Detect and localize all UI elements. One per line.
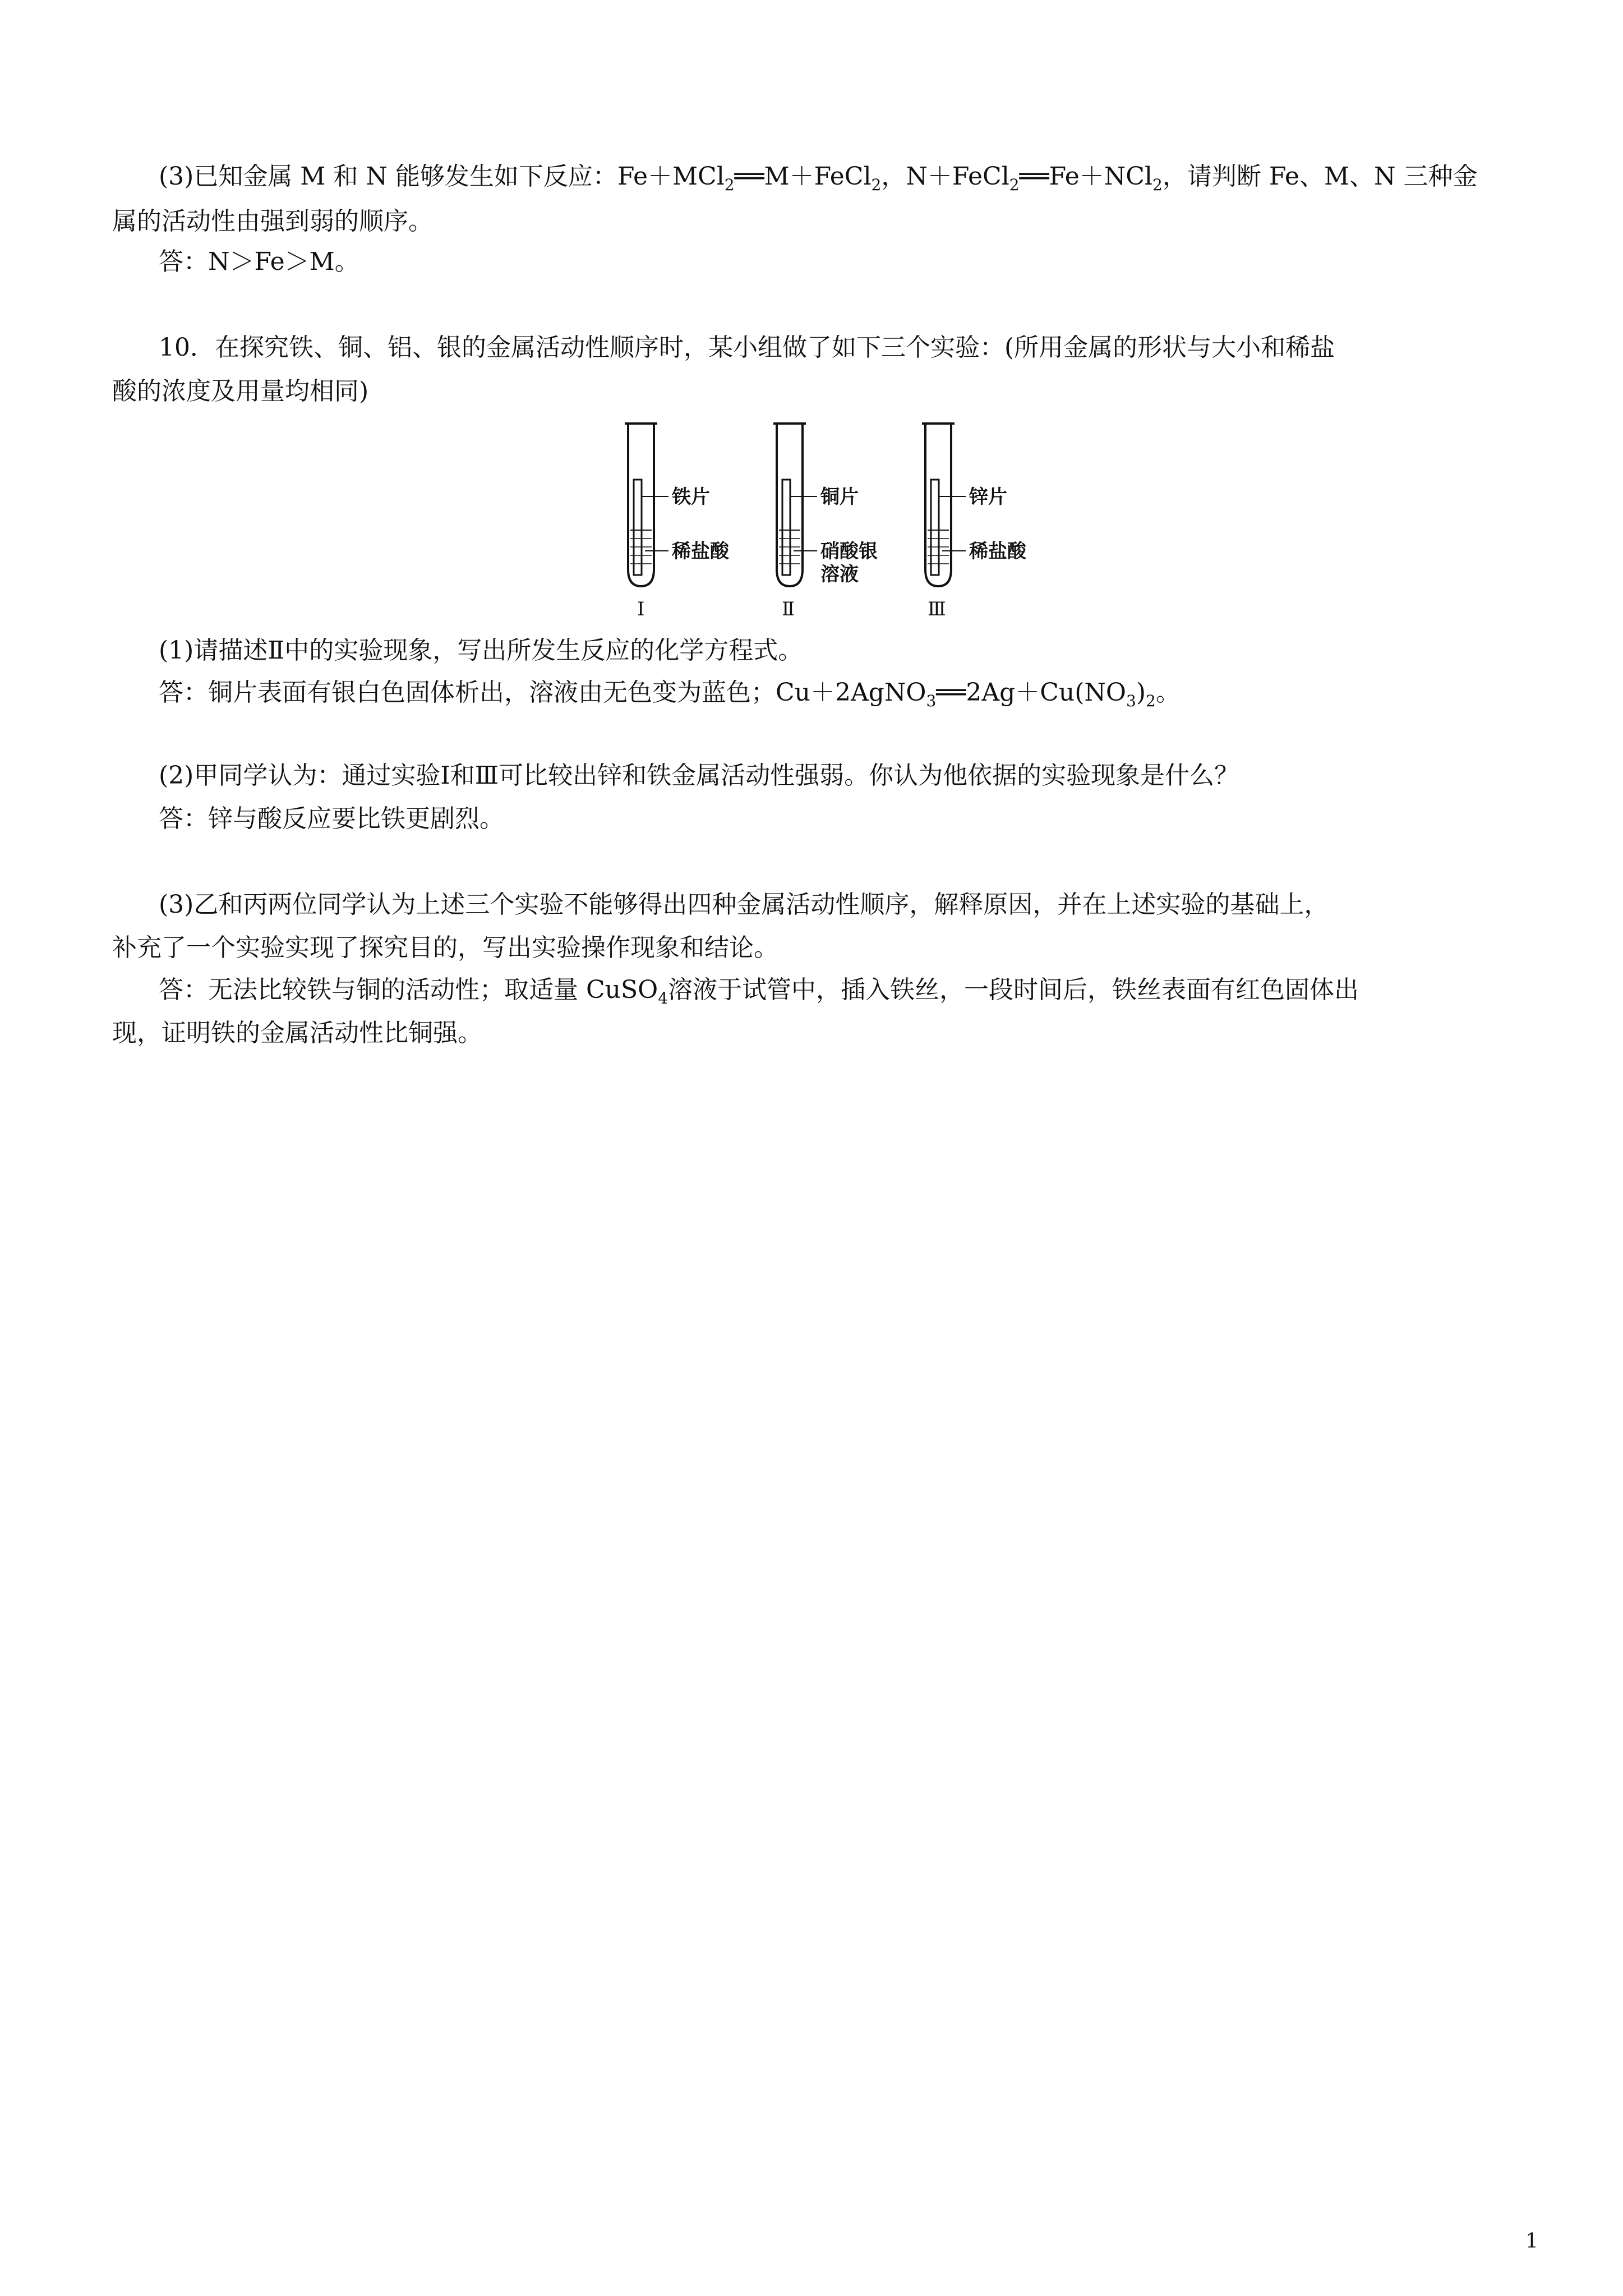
q10-2-question: (2)甲同学认为：通过实验Ⅰ和Ⅲ可比较出锌和铁金属活动性强弱。你认为他依据的实验现象是什么？ (159, 761, 1239, 790)
q10-1-answer (159, 676, 1181, 710)
test-tube-1 (625, 424, 730, 620)
zinc-strip (931, 480, 939, 575)
q10-3-question-line2: 补充了一个实验实现了探究目的，写出实验操作现象和结论。 (112, 933, 778, 962)
test-tube-figure (606, 418, 1066, 620)
q10-1-answer-text: 答：铜片表面有银白色固体析出，溶液由无色变为蓝色；Cu＋2AgNO (159, 678, 926, 707)
q10-1-question: (1)请描述Ⅱ中的实验现象，写出所发生反应的化学方程式。 (159, 636, 803, 665)
q10-3-sub: 4 (658, 989, 668, 1007)
page-number: 1 (1525, 2230, 1538, 2253)
q9-3-line2: 属的活动性由强到弱的顺序。 (112, 207, 433, 236)
q10-1-sub2: 3 (1126, 692, 1136, 710)
eq2-sub2: 2 (1152, 176, 1163, 194)
q10-1-paren: ) (1136, 678, 1146, 707)
q10-2-answer: 答：锌与酸反应要比铁更剧烈。 (159, 804, 504, 833)
q9-3-tail: ，请判断 Fe、M、N 三种金 (1162, 162, 1478, 191)
tube3-roman: Ⅲ (928, 598, 946, 620)
tube2-liquid-label: 硝酸银 (820, 540, 878, 563)
q10-3-answer-line2: 现，证明铁的金属活动性比铜强。 (112, 1019, 482, 1047)
tube1-roman: Ⅰ (637, 598, 645, 620)
q10-stem-line1: 10．在探究铁、铜、铝、银的金属活动性顺序时，某小组做了如下三个实验：(所用金属的形状与大小和稀盐 (159, 333, 1335, 362)
eq2-left: N＋FeCl (906, 162, 1009, 191)
eq2-sub: 2 (1009, 176, 1020, 194)
q9-3-prefix: (3)已知金属 M 和 N 能够发生如下反应： (159, 162, 617, 191)
iron-strip (634, 480, 642, 575)
tube1-metal-label: 铁片 (672, 486, 710, 508)
q10-1-sub: 3 (926, 692, 937, 710)
eq1-right: ══M＋FeCl (734, 162, 872, 191)
q10-3-answer-line1 (159, 973, 1359, 1007)
q10-3-question-line1: (3)乙和丙两位同学认为上述三个实验不能够得出四种金属活动性顺序，解释原因，并在上述实验的基础上， (159, 890, 1329, 919)
q10-3-answer-text: 答：无法比较铁与铜的活动性；取适量 CuSO (159, 976, 658, 1004)
q9-3-answer: 答：N＞Fe＞M。 (159, 247, 359, 276)
tube3-liquid-label: 稀盐酸 (969, 540, 1026, 563)
tube1-liquid-label: 稀盐酸 (672, 540, 729, 563)
tube3-metal-label: 锌片 (969, 486, 1007, 508)
eq1-sub2: 2 (871, 176, 882, 194)
test-tube-2 (773, 424, 878, 620)
q10-1-answer-eq: ══2Ag＋Cu(NO (936, 678, 1127, 707)
tube2-liquid-label-2: 溶液 (820, 563, 859, 586)
eq1-sub: 2 (724, 176, 735, 194)
q10-1-period: 。 (1155, 678, 1181, 707)
tube2-metal-label: 铜片 (820, 486, 859, 508)
q10-stem-line2: 酸的浓度及用量均相同) (112, 377, 369, 406)
eq-separator: ， (881, 162, 906, 191)
q10-3-answer-rest: 溶液于试管中，插入铁丝，一段时间后，铁丝表面有红色固体出 (668, 976, 1359, 1004)
tube2-roman: Ⅱ (782, 598, 795, 620)
q10-1-sub3: 2 (1146, 692, 1156, 710)
test-tube-3 (922, 424, 1027, 620)
copper-strip (782, 480, 790, 575)
eq2-right: ══Fe＋NCl (1019, 162, 1152, 191)
eq1-left: Fe＋MCl (617, 162, 725, 191)
q9-3-line1 (159, 160, 1478, 194)
